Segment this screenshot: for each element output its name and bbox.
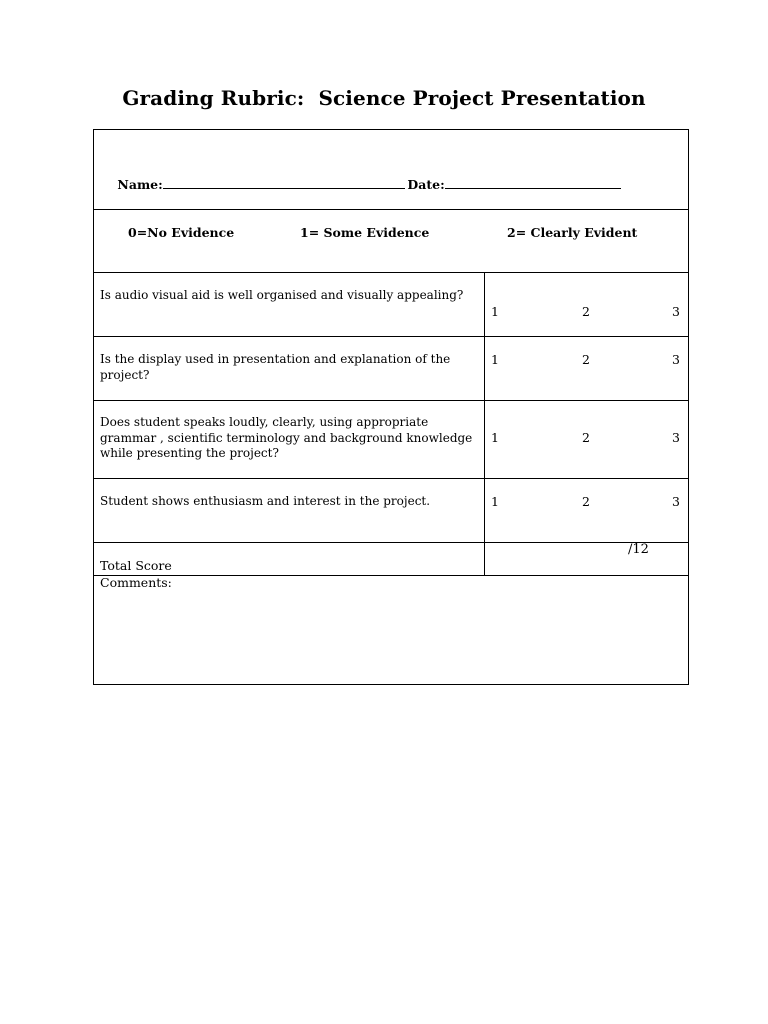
row-divider xyxy=(94,478,688,479)
name-field[interactable] xyxy=(100,161,405,209)
score-option-1[interactable]: 1 xyxy=(491,304,499,319)
score-option-3[interactable]: 3 xyxy=(672,352,680,367)
score-option-2[interactable]: 2 xyxy=(582,304,590,319)
criterion-question: Does student speaks loudly, clearly, using appropriate grammar , scientific terminology and background knowledge while presenting the project? xyxy=(100,415,473,460)
score-option-3[interactable]: 3 xyxy=(672,304,680,319)
rubric-table xyxy=(93,129,689,685)
criterion-question: Is audio visual aid is well organised and visually appealing? xyxy=(100,288,464,302)
row-divider xyxy=(94,575,688,576)
score-option-2[interactable]: 2 xyxy=(582,494,590,509)
page-title: Grading Rubric: Science Project Presentation xyxy=(122,86,646,110)
name-label: Name: xyxy=(117,177,163,192)
scale-clearly-evident: 2= Clearly Evident xyxy=(507,225,638,240)
comments-label: Comments: xyxy=(100,575,172,590)
row-divider xyxy=(94,272,688,273)
scale-some-evidence: 1= Some Evidence xyxy=(300,225,430,240)
scale-no-evidence: 0=No Evidence xyxy=(128,225,235,240)
score-option-2[interactable]: 2 xyxy=(582,430,590,445)
total-score-label: Total Score xyxy=(100,558,172,573)
row-divider xyxy=(94,336,688,337)
row-divider xyxy=(94,209,688,210)
score-option-3[interactable]: 3 xyxy=(672,430,680,445)
comments-area[interactable] xyxy=(94,592,688,684)
score-option-1[interactable]: 1 xyxy=(491,430,499,445)
criterion-question: Is the display used in presentation and explanation of the project? xyxy=(100,352,451,382)
score-option-1[interactable]: 1 xyxy=(491,494,499,509)
date-blank xyxy=(445,177,621,189)
row-divider xyxy=(94,400,688,401)
score-option-1[interactable]: 1 xyxy=(491,352,499,367)
date-label: Date: xyxy=(407,177,445,192)
column-divider xyxy=(484,272,485,575)
name-blank xyxy=(163,177,405,189)
row-divider xyxy=(94,542,688,543)
score-option-2[interactable]: 2 xyxy=(582,352,590,367)
score-option-3[interactable]: 3 xyxy=(672,494,680,509)
date-field[interactable] xyxy=(390,161,621,209)
total-score-out-of: /12 xyxy=(628,542,649,557)
criterion-question: Student shows enthusiasm and interest in the project. xyxy=(100,494,431,508)
